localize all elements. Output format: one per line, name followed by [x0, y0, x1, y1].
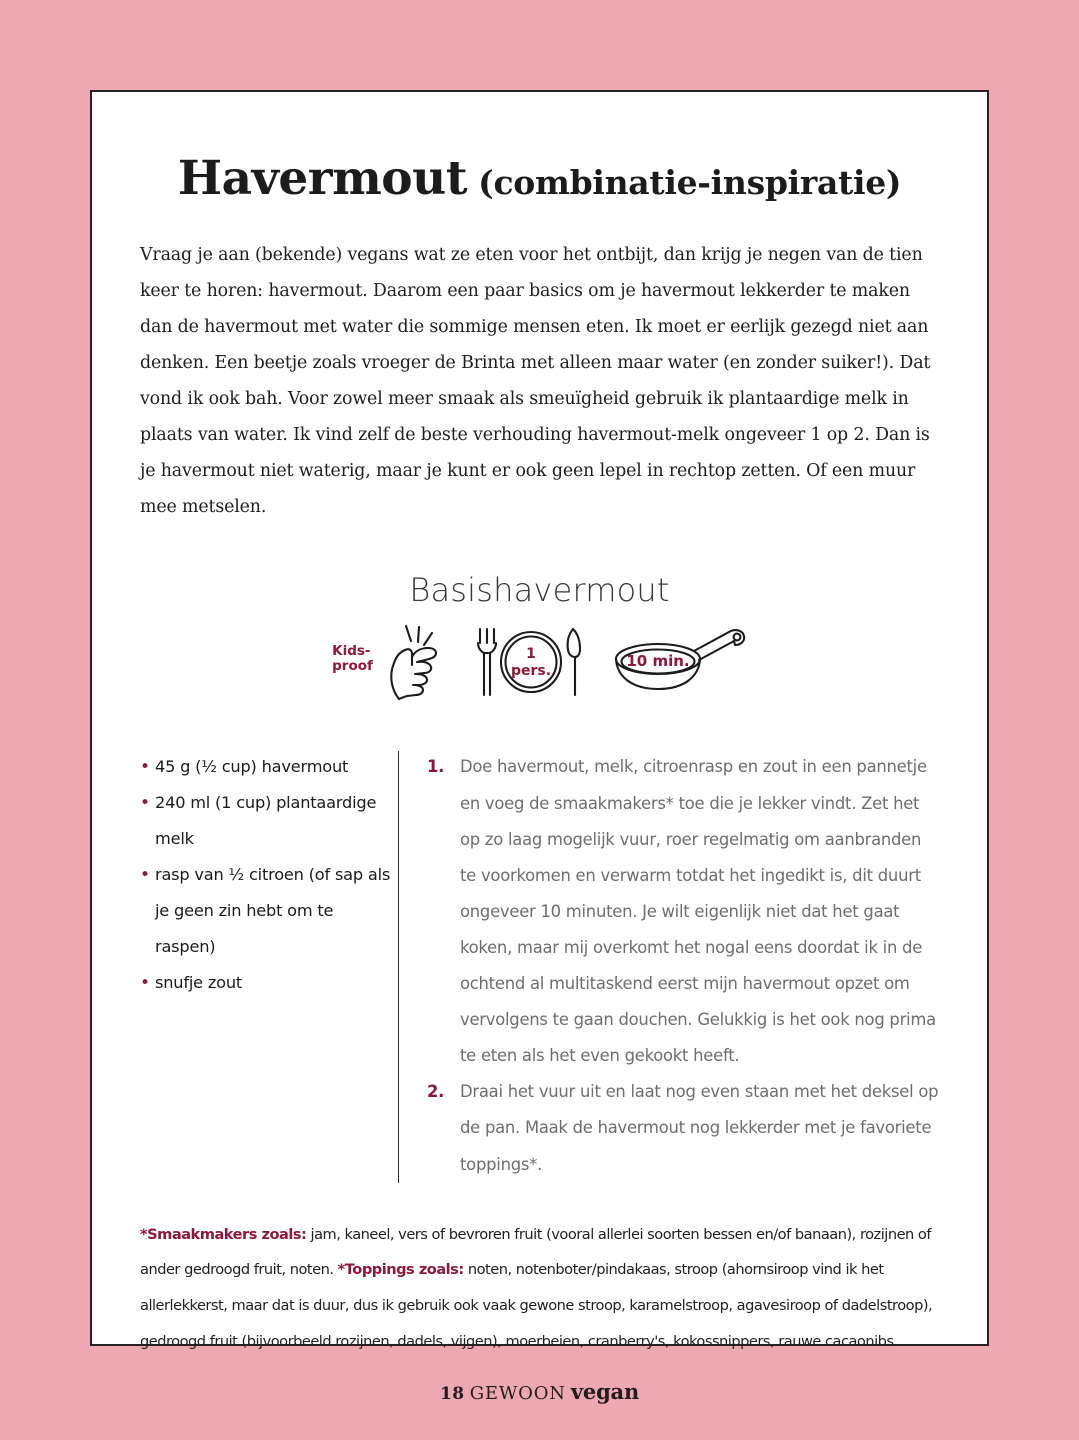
book-title-word: GEWOON [469, 1383, 566, 1404]
page-footer [0, 1379, 1079, 1404]
card-content [92, 92, 987, 1350]
toppings-label: *Toppings zoals: [337, 1261, 464, 1279]
recipe-body-columns [140, 745, 939, 1182]
smaakmakers-text: jam, kaneel, vers of bevroren fruit (vooral allerlei soorten bessen en/of banaan), rozijnen of ander gedroogd fruit, noten. [140, 1225, 931, 1279]
steps-list [427, 749, 939, 1182]
ingredient-item: • snufje zout [140, 965, 398, 1001]
ingredient-item: • 240 ml (1 cup) plantaardige melk [140, 785, 398, 857]
ingredients-column [140, 745, 398, 1001]
badge-kids-proof [332, 623, 447, 701]
book-brand-word: vegan [570, 1379, 640, 1404]
footnotes-block [140, 1217, 939, 1360]
page-title-main: Havermout [177, 151, 468, 206]
frying-pan-icon [611, 623, 747, 701]
servings-count: 1 [526, 646, 536, 663]
ingredients-list [140, 749, 398, 1001]
step-number: 1. [427, 757, 445, 777]
kids-proof-label-line2: proof [332, 658, 373, 675]
recipe-page-card [90, 90, 989, 1350]
intro-paragraph: Vraag je aan (bekende) vegans wat ze eten voor het ontbijt, dan krijg je negen van de tien keer te horen: havermout. Daarom een paar basics om je havermout lekkerder te maken dan de havermout met water die sommige mensen eten. Ik moet er eerlijk gezegd niet aan denken. Een beetje zoals vroeger de Brinta met alleen maar water (en zonder suiker!). Dat vond ik ook bah. Voor zowel meer smaak als smeuïgheid gebruik ik plantaardige melk in plaats van water. Ik vind zelf de beste verhouding havermout-melk ongeveer 1 op 2. Dan is je havermout niet waterig, maar je kunt er ook geen lepel in rechtop zetten. Of een muur mee metselen. [140, 245, 931, 518]
page-number: 18 [439, 1384, 465, 1404]
ingredient-item: • rasp van ½ citroen (of sap als je geen zin hebt om te raspen) [140, 857, 398, 965]
smaakmakers-label: *Smaakmakers zoals: [140, 1225, 307, 1243]
ingredient-item: • 45 g (½ cup) havermout [140, 749, 398, 785]
page-title [140, 151, 939, 206]
toppings-text: noten, notenboter/pindakaas, stroop (ahornsiroop vind ik het allerlekkerst, maar dat is duur, dus ik gebruik ook vaak gewone stroop, karamelstroop, agavesiroop of dadelstroop), gedroogd fruit (bijvoorbeeld rozijnen, dadels, vijgen), moerbeien, cranberry's, kokossnippers, rauwe cacaonibs [140, 1261, 933, 1350]
badge-cook-time [611, 623, 747, 701]
page-title-sub: (combinatie-inspiratie) [478, 163, 902, 202]
servings-unit: pers. [510, 663, 551, 680]
kids-proof-label-line1: Kids- [332, 642, 371, 659]
step-number: 2. [427, 1082, 445, 1102]
recipe-heading: Basishavermout [409, 571, 670, 610]
recipe-badge-row [140, 621, 939, 701]
snapping-fingers-hand-icon [375, 623, 447, 701]
cook-time-label: 10 min. [626, 652, 690, 671]
step-text: Draai het vuur uit en laat nog even staan met het deksel op de pan. Maak de havermout nog lekkerder met je favoriete toppings*. [460, 1082, 939, 1174]
step-item [427, 1074, 939, 1182]
step-item [427, 749, 939, 1074]
kids-proof-label [332, 644, 373, 681]
plate-cutlery-icon [473, 623, 585, 701]
badge-servings [473, 623, 585, 701]
step-text: Doe havermout, melk, citroenrasp en zout in een pannetje en voeg de smaakmakers* toe die je lekker vindt. Zet het op zo laag mogelijk vuur, roer regelmatig om aanbranden te voorkomen en verwarm totdat het ingedikt is, dit duurt ongeveer 10 minuten. Je wilt eigenlijk niet dat het gaat koken, maar mij overkomt het nogal eens doordat ik in de ochtend al multitaskend eerst mijn havermout opzet om vervolgens te gaan douchen. Gelukkig is het ook nog prima te eten als het even gekookt heeft. [460, 757, 936, 1066]
steps-column [399, 745, 939, 1182]
